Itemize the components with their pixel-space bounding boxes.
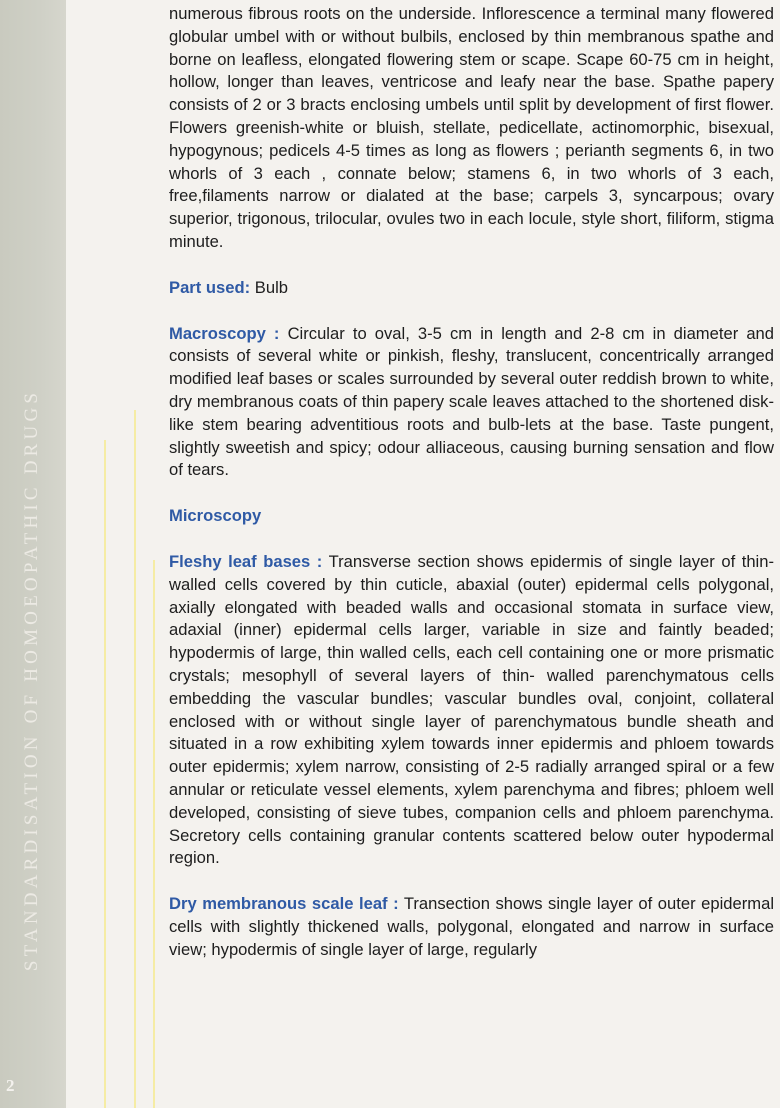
page-number: 2 xyxy=(6,1076,15,1095)
page-body xyxy=(169,3,774,961)
scale-leaf-paragraph xyxy=(169,893,774,961)
scale-leaf-text: Transection shows single layer of outer epidermal cells with slightly thickened walls, polygonal, elongated and narrow in surface view; hypodermis of single layer of large, regularly xyxy=(169,894,775,959)
microscopy-heading: Microscopy xyxy=(169,506,262,526)
highlight-mark xyxy=(134,410,136,1108)
macroscopy-text: Circular to oval, 3-5 cm in length and 2-8 cm in diameter and consists of several white or pinkish, fleshy, translucent, concentrically arranged modified leaf bases or scales surrounded by several outer reddish brown to white, dry membranous coats of thin papery scale leaves attached to the shortened disk-like stem bearing adventitious roots and bulb-lets at the base. Taste pungent, slightly sweetish and spicy; odour alliaceous, causing burning sensation and flow of tears. xyxy=(169,323,774,480)
macroscopy-heading: Macroscopy : xyxy=(169,323,280,343)
highlight-mark xyxy=(104,440,106,1108)
fleshy-leaf-bases-heading: Fleshy leaf bases : xyxy=(169,551,323,571)
part-used-paragraph xyxy=(169,277,774,300)
sidebar-band xyxy=(0,0,66,1108)
fleshy-leaf-bases-text: Transverse section shows epidermis of single layer of thin-walled cells covered by thin cuticle, abaxial (outer) epidermal cells polygonal, axially elongated with beaded walls and occasional stomata in surface view, adaxial (inner) epidermal cells larger, variable in size and faintly beaded; hypodermis of large, thin walled cells, each cell containing one or more prismatic crystals; mesophyll of several layers of thin- walled parenchymatous cells embedding the vascular bundles; vascular bundles oval, conjoint, collateral enclosed with or without single layer of parenchymatous bundle sheath and situated in a row exhibiting xylem towards inner epidermis and phloem towards outer epidermis; xylem narrow, consisting of 2-5 radially arranged spiral or a few annular or reticulate vessel elements, xylem parenchyma and fibres; phloem well developed, consisting of sieve tubes, companion cells and phloem parenchyma. Secretory cells containing granular contents scattered below outer hypodermal region. xyxy=(169,551,774,868)
highlight-mark xyxy=(153,560,155,1108)
part-used-heading: Part used: xyxy=(169,277,251,297)
scale-leaf-heading: Dry membranous scale leaf : xyxy=(169,894,399,914)
fleshy-leaf-bases-paragraph xyxy=(169,551,774,870)
intro-paragraph: numerous fibrous roots on the underside. Inflorescence a terminal many flowered globular umbel with or without bulbils, enclosed by thin membranous spathe and borne on leafless, elongated flowering stem or scape. Scape 60-75 cm in height, hollow, longer than leaves, ventricose and leafy near the base. Spathe papery consists of 2 or 3 bracts enclosing umbels until split by development of first flower. Flowers greenish-white or bluish, stellate, pedicellate, actinomorphic, bisexual, hypogynous; pedicels 4-5 times as long as flowers ; perianth segments 6, in two whorls of 3 each , connate below; stamens 6, in two whorls of 3 each, free,filaments narrow or dialated at the base; carpels 3, syncarpous; ovary superior, trigonous, trilocular, ovules two in each locule, style short, filiform, stigma minute. xyxy=(169,4,774,251)
macroscopy-paragraph xyxy=(169,323,774,483)
part-used-text: Bulb xyxy=(254,277,288,297)
running-title: STANDARDISATION OF HOMOEOPATHIC DRUGS xyxy=(21,388,42,972)
